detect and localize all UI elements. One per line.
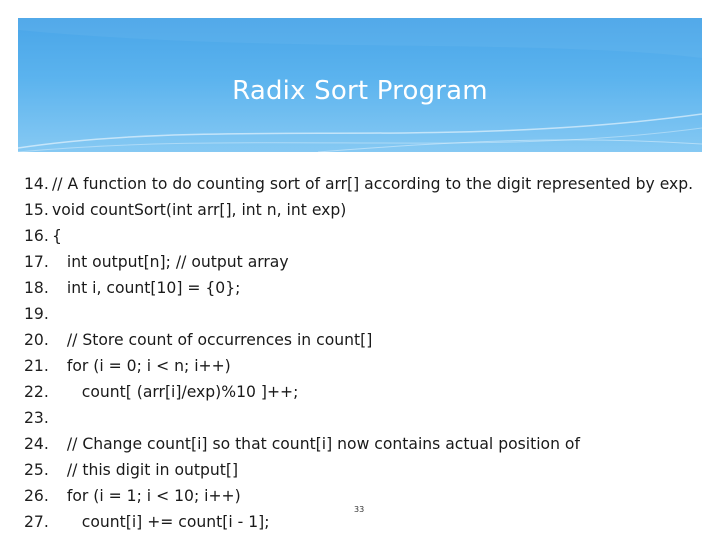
code-line [24,223,704,249]
code-text: { [52,227,62,245]
line-number: 27. [24,513,49,531]
code-line [24,301,704,327]
line-number: 20. [24,331,49,349]
line-number: 21. [24,357,49,375]
code-text: for (i = 1; i < 10; i++) [52,487,241,505]
code-text: count[i] += count[i - 1]; [52,513,270,531]
code-text: int output[n]; // output array [52,253,289,271]
code-line [24,379,704,405]
line-number: 15. [24,201,49,219]
code-listing [24,171,704,535]
code-text: void countSort(int arr[], int n, int exp) [52,201,347,219]
line-number: 24. [24,435,49,453]
code-text: count[ (arr[i]/exp)%10 ]++; [52,383,299,401]
line-number: 19. [24,305,49,323]
code-text: // Store count of occurrences in count[] [52,331,373,349]
code-line [24,327,704,353]
code-line [24,405,704,431]
line-number: 26. [24,487,49,505]
line-number: 17. [24,253,49,271]
code-text: // Change count[i] so that count[i] now contains actual position of [52,435,580,453]
line-number: 23. [24,409,49,427]
line-number: 18. [24,279,49,297]
code-line [24,197,704,223]
code-line [24,457,704,483]
code-text: // this digit in output[] [52,461,239,479]
code-text: int i, count[10] = {0}; [52,279,241,297]
code-text: // A function to do counting sort of arr[] according to the digit represented by exp. [52,175,694,193]
code-line [24,431,704,457]
title-banner [18,18,702,152]
line-number: 22. [24,383,49,401]
slide-number: 33 [354,505,365,514]
code-text: for (i = 0; i < n; i++) [52,357,231,375]
slide-title: Radix Sort Program [232,76,488,106]
line-number: 16. [24,227,49,245]
line-number: 25. [24,461,49,479]
code-line [24,171,704,197]
code-line [24,353,704,379]
line-number: 14. [24,175,49,193]
code-line [24,249,704,275]
code-line [24,275,704,301]
